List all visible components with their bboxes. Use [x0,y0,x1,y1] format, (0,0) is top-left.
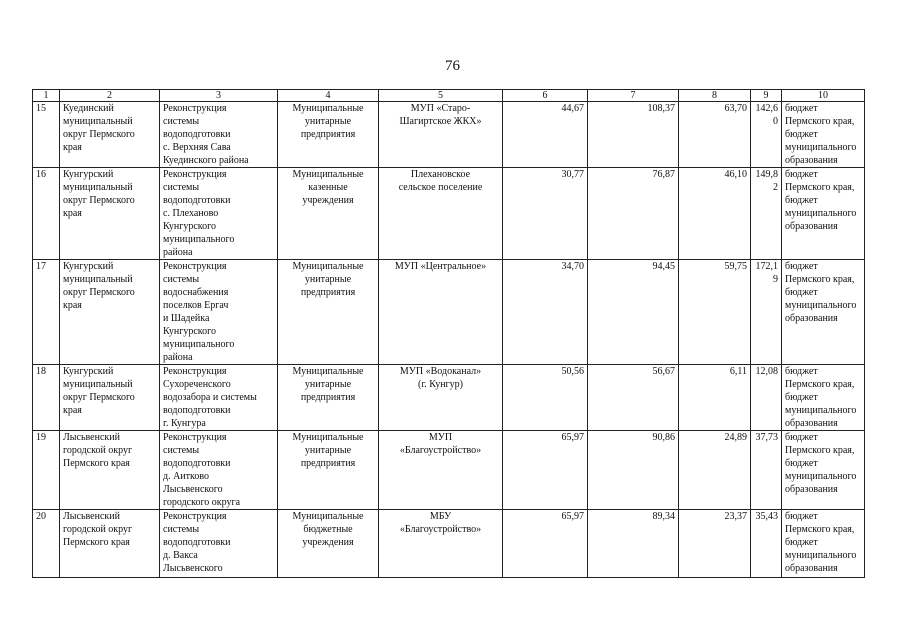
value-6-cell: 65,97 [503,431,588,510]
table-row [33,431,865,510]
row-number: 19 [33,431,60,510]
table-row [33,260,865,365]
territory-cell: Кунгурский муниципальный округ Пермского края [60,260,160,365]
header-row [33,90,865,102]
col-header-4: 4 [278,90,379,102]
value-9-cell: 142,6 0 [751,102,782,168]
territory-cell: Лысьвенский городской округ Пермского края [60,431,160,510]
table-row [33,510,865,578]
project-cell: Реконструкция системы водоснабжения поселков Ергач и Шадейка Кунгурского муниципального района [160,260,278,365]
project-cell: Реконструкция системы водоподготовки с. Плеханово Кунгурского муниципального района [160,168,278,260]
value-8-cell: 59,75 [679,260,751,365]
row-number: 18 [33,365,60,431]
value-6-cell: 65,97 [503,510,588,578]
territory-cell: Лысьвенский городской округ Пермского края [60,510,160,578]
col-header-2: 2 [60,90,160,102]
row-number: 20 [33,510,60,578]
value-9-cell: 149,8 2 [751,168,782,260]
page-number: 76 [445,58,460,74]
value-8-cell: 63,70 [679,102,751,168]
project-cell: Реконструкция системы водоподготовки с. Верхняя Сава Куединского района [160,102,278,168]
value-7-cell: 76,87 [588,168,679,260]
col-header-3: 3 [160,90,278,102]
value-8-cell: 46,10 [679,168,751,260]
project-cell: Реконструкция системы водоподготовки д. Вакса Лысьвенского [160,510,278,578]
territory-cell: Кунгурский муниципальный округ Пермского края [60,365,160,431]
value-7-cell: 90,86 [588,431,679,510]
value-7-cell: 94,45 [588,260,679,365]
source-cell: бюджет Пермского края, бюджет муниципального образования [782,168,865,260]
col-header-5: 5 [379,90,503,102]
value-7-cell: 56,67 [588,365,679,431]
org-type-cell: Муниципальные казенные учреждения [278,168,379,260]
col-header-7: 7 [588,90,679,102]
source-cell: бюджет Пермского края, бюджет муниципального образования [782,102,865,168]
org-cell: МУП «Водоканал» (г. Кунгур) [379,365,503,431]
org-type-cell: Муниципальные унитарные предприятия [278,431,379,510]
territory-cell: Куединский муниципальный округ Пермского края [60,102,160,168]
row-number: 15 [33,102,60,168]
source-cell: бюджет Пермского края, бюджет муниципального образования [782,365,865,431]
value-9-cell: 172,1 9 [751,260,782,365]
org-cell: МУП «Старо- Шагиртское ЖКХ» [379,102,503,168]
col-header-6: 6 [503,90,588,102]
data-table [32,89,865,578]
value-8-cell: 24,89 [679,431,751,510]
org-cell: МБУ «Благоустройство» [379,510,503,578]
org-type-cell: Муниципальные бюджетные учреждения [278,510,379,578]
org-type-cell: Муниципальные унитарные предприятия [278,102,379,168]
col-header-9: 9 [751,90,782,102]
project-cell: Реконструкция Сухореченского водозабора и системы водоподготовки г. Кунгура [160,365,278,431]
table-row [33,102,865,168]
org-cell: МУП «Центральное» [379,260,503,365]
table-row [33,168,865,260]
value-8-cell: 23,37 [679,510,751,578]
value-6-cell: 50,56 [503,365,588,431]
row-number: 16 [33,168,60,260]
value-7-cell: 108,37 [588,102,679,168]
value-9-cell: 35,43 [751,510,782,578]
value-6-cell: 34,70 [503,260,588,365]
territory-cell: Кунгурский муниципальный округ Пермского края [60,168,160,260]
org-cell: Плехановское сельское поселение [379,168,503,260]
col-header-8: 8 [679,90,751,102]
org-type-cell: Муниципальные унитарные предприятия [278,365,379,431]
value-6-cell: 30,77 [503,168,588,260]
source-cell: бюджет Пермского края, бюджет муниципального образования [782,510,865,578]
value-7-cell: 89,34 [588,510,679,578]
org-cell: МУП «Благоустройство» [379,431,503,510]
value-9-cell: 12,08 [751,365,782,431]
col-header-1: 1 [33,90,60,102]
source-cell: бюджет Пермского края, бюджет муниципального образования [782,431,865,510]
value-9-cell: 37,73 [751,431,782,510]
source-cell: бюджет Пермского края, бюджет муниципального образования [782,260,865,365]
table-row [33,365,865,431]
project-cell: Реконструкция системы водоподготовки д. Аитково Лысьвенского городского округа [160,431,278,510]
value-6-cell: 44,67 [503,102,588,168]
value-8-cell: 6,11 [679,365,751,431]
col-header-10: 10 [782,90,865,102]
org-type-cell: Муниципальные унитарные предприятия [278,260,379,365]
row-number: 17 [33,260,60,365]
